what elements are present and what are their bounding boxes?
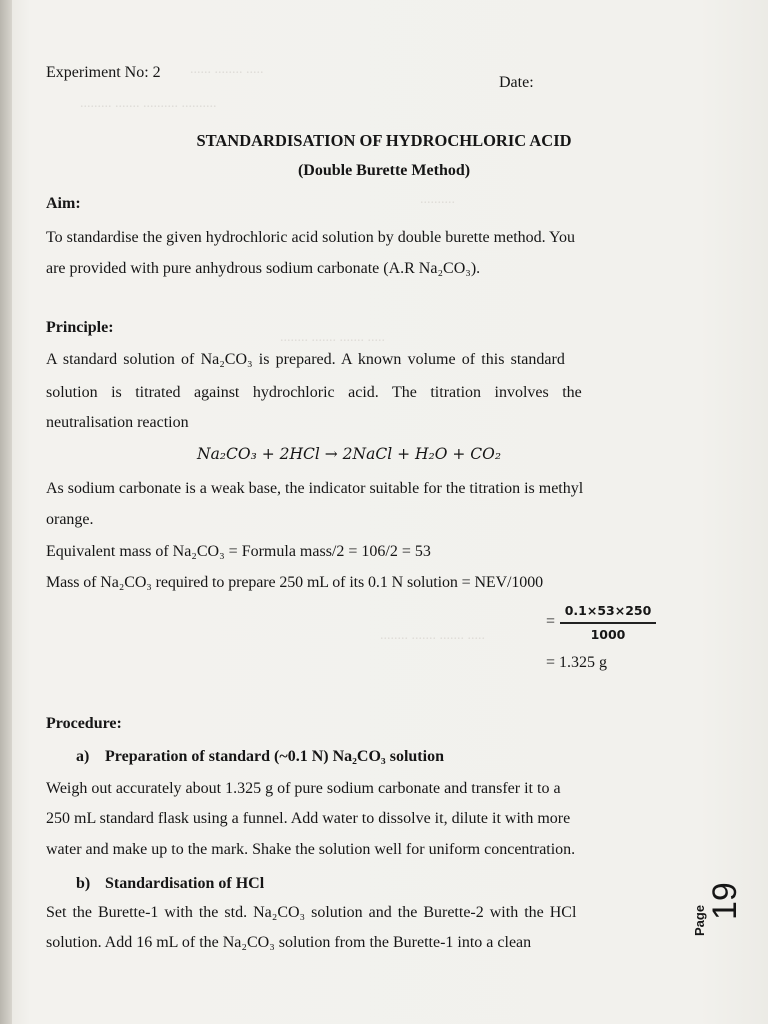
principle-text-line-3: neutralisation reaction: [46, 414, 189, 431]
page-number: 19: [706, 882, 744, 920]
step-b-title: Standardisation of HCl: [105, 875, 265, 892]
aim-heading: Aim:: [46, 195, 81, 212]
principle-heading: Principle:: [46, 319, 114, 336]
page-subtitle: (Double Burette Method): [297, 162, 471, 179]
step-a-text-line-2: 250 mL standard flask using a funnel. Add water to dissolve it, dilute it with more: [46, 810, 571, 827]
procedure-heading: Procedure:: [46, 715, 122, 732]
step-b-label: b): [76, 875, 91, 892]
principle-text-line-1: A standard solution of Na₂CO₃ is prepared. A known volume of this standard: [46, 351, 565, 368]
indicator-text-line-2: orange.: [46, 511, 94, 528]
mass-required-line: Mass of Na₂CO₃ required to prepare 250 mL of its 0.1 N solution = NEV/1000: [46, 574, 543, 591]
bleed-through-text: ..... ........ ......: [190, 62, 264, 77]
fraction-bar: [560, 622, 656, 624]
step-a-text-line-3: water and make up to the mark. Shake the solution well for uniform concentration.: [46, 841, 576, 858]
page-binding-edge: [0, 0, 12, 1024]
step-a-label: a): [76, 748, 90, 765]
step-b-text-line-2: solution. Add 16 mL of the Na₂CO₃ solution from the Burette-1 into a clean: [46, 934, 532, 951]
aim-text-line-1: To standardise the given hydrochloric acid solution by double burette method. You: [46, 229, 576, 246]
fraction-equals-sign: =: [546, 613, 556, 630]
bleed-through-text: ..... ....... ....... ........: [380, 628, 485, 643]
fraction-denominator: 1000: [590, 627, 626, 642]
experiment-number: Experiment No: 2: [46, 64, 161, 81]
step-a-text-line-1: Weigh out accurately about 1.325 g of pure sodium carbonate and transfer it to a: [46, 780, 561, 797]
bleed-through-text: ..... ....... ....... ........: [280, 330, 385, 345]
bleed-through-text: ..........: [420, 192, 455, 207]
date-label: Date:: [499, 74, 534, 91]
mass-result: = 1.325 g: [546, 654, 608, 671]
page-number-label: [692, 882, 754, 978]
principle-text-line-2: solution is titrated against hydrochloric acid. The titration involves the: [46, 384, 582, 401]
page-word: Page: [692, 904, 707, 936]
bleed-through-text: .......... .......... ....... .........: [80, 96, 217, 111]
step-b-text-line-1: Set the Burette-1 with the std. Na₂CO₃ solution and the Burette-2 with the HCl: [46, 904, 577, 921]
reaction-equation: Na₂CO₃ + 2HCl → 2NaCl + H₂O + CO₂: [197, 445, 502, 463]
step-a-title: Preparation of standard (~0.1 N) Na₂CO₃ solution: [105, 748, 444, 765]
equivalent-mass-line: Equivalent mass of Na₂CO₃ = Formula mass/2 = 106/2 = 53: [46, 543, 431, 560]
page-title: STANDARDISATION OF HYDROCHLORIC ACID: [196, 131, 572, 150]
fraction-numerator: 0.1×53×250: [564, 603, 652, 618]
aim-text-line-2: are provided with pure anhydrous sodium carbonate (A.R Na₂CO₃).: [46, 260, 481, 277]
indicator-text-line-1: As sodium carbonate is a weak base, the indicator suitable for the titration is methyl: [46, 480, 584, 497]
